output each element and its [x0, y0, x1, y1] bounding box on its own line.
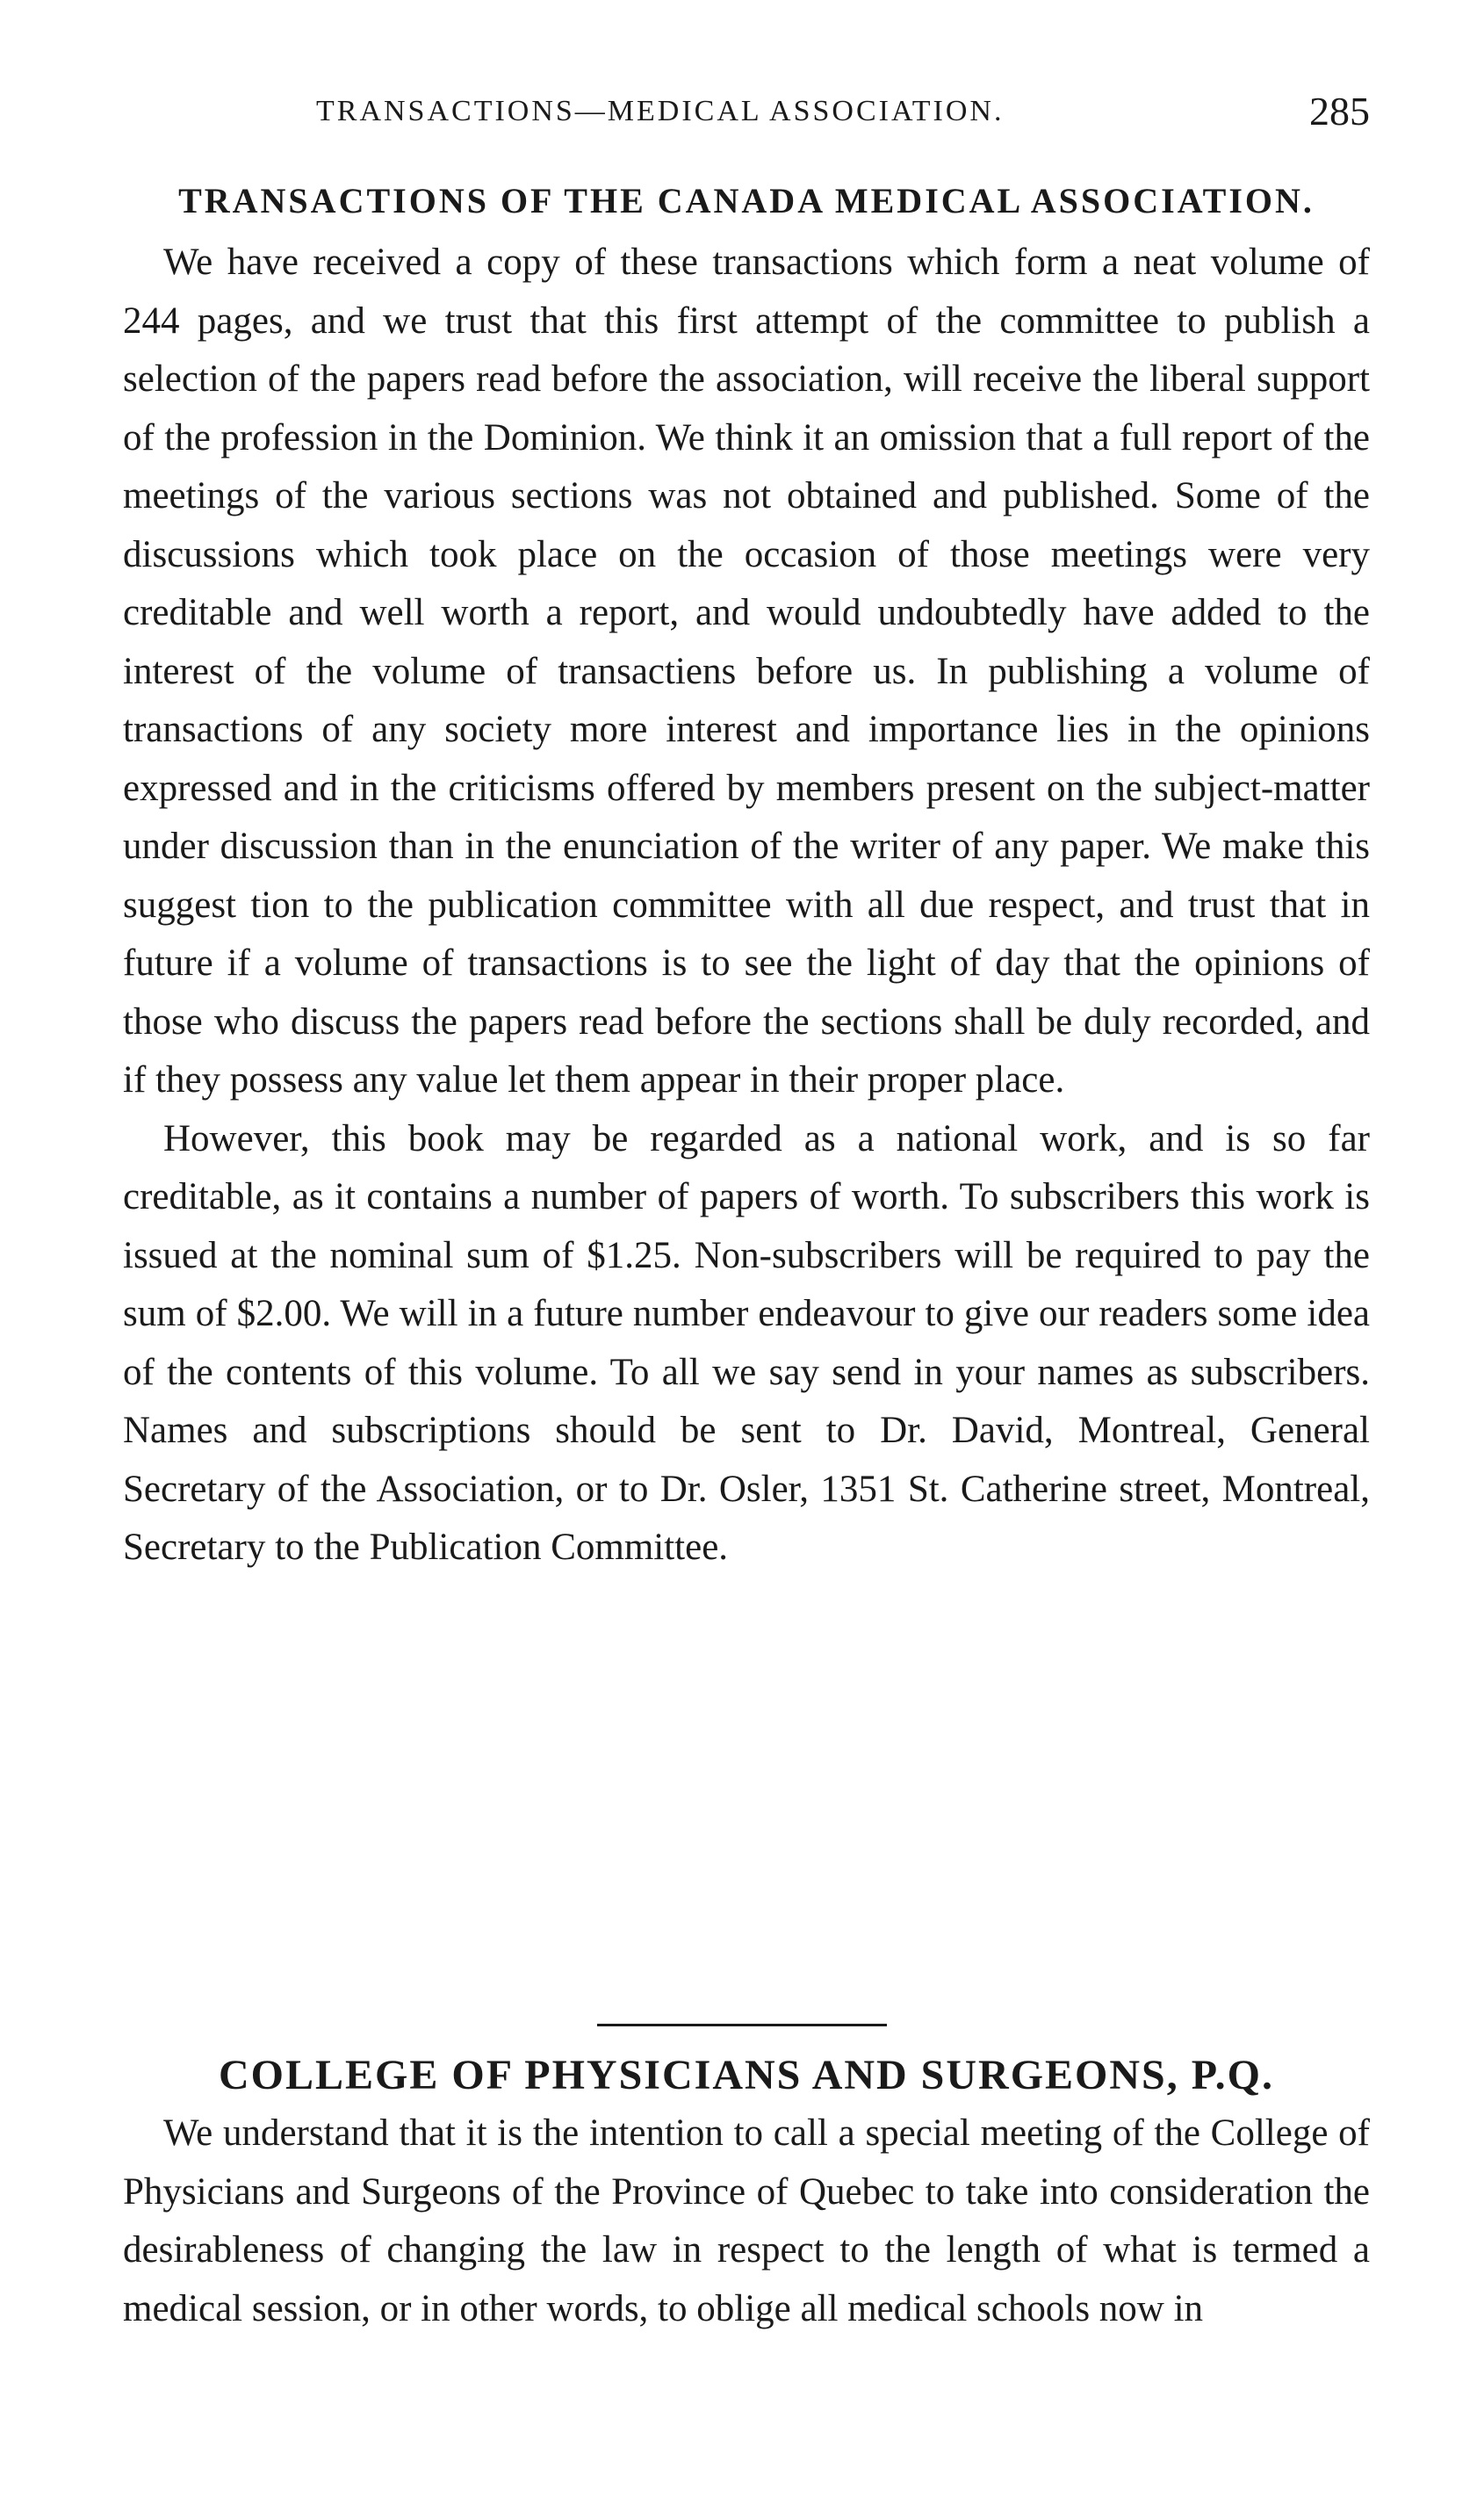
running-head — [123, 88, 1370, 141]
running-head-title: TRANSACTIONS—MEDICAL ASSOCIATION. — [316, 95, 1005, 127]
paragraph: We have received a copy of these transactions which form a neat volume of 244 pages, and we trust that this first attempt of the committee to publish a selection of the papers read before the association, will receive the liberal support of the profession in the Dominion. We think it an omission that a full report of the meetings of the various sections was not obtained and published. Some of the discussions which took place on the occasion of those meetings were very creditable and well worth a report, and would undoubtedly have added to the interest of the volume of transactiens before us. In publishing a volume of transactions of any society more interest and importance lies in the opinions expressed and in the criticisms offered by members present on the subject-matter under discussion than in the enunciation of the writer of any paper. We make this suggest tion to the publication committee with all due respect, and trust that in future if a volume of transactions is to see the light of day that the opinions of those who discuss the papers read before the sections shall be duly recorded, and if they possess any value let them appear in their proper place. — [123, 242, 1370, 1101]
section-title: TRANSACTIONS OF THE CANADA MEDICAL ASSOCIATION. — [178, 181, 1315, 220]
section-title: COLLEGE OF PHYSICIANS AND SURGEONS, P.Q. — [219, 2052, 1274, 2098]
paragraph: However, this book may be regarded as a national work, and is so far creditable, as it contains a number of papers of worth. To subscribers this work is issued at the nominal sum of $1.25. Non-subscribers will be required to pay the sum of $2.00. We will in a future number endeavour to give our readers some idea of the contents of this volume. To all we say send in your names as subscribers. Names and subscriptions should be sent to Dr. David, Montreal, General Secretary of the Association, or to Dr. Osler, 1351 St. Catherine street, Montreal, Secretary to the Publication Committee. — [123, 1117, 1370, 1568]
page-number: 285 — [1309, 89, 1370, 134]
section-college — [123, 2051, 1370, 2338]
paragraph: We understand that it is the intention to call a special meeting of the College of Physicians and Surgeons of the Province of Quebec to take into consideration the desirableness of changing the law in respect to the length of what is termed a medical session, or in other words, to oblige all medical schools now in — [123, 2112, 1370, 2329]
section-transactions — [123, 180, 1370, 1578]
section-divider — [597, 2024, 887, 2026]
